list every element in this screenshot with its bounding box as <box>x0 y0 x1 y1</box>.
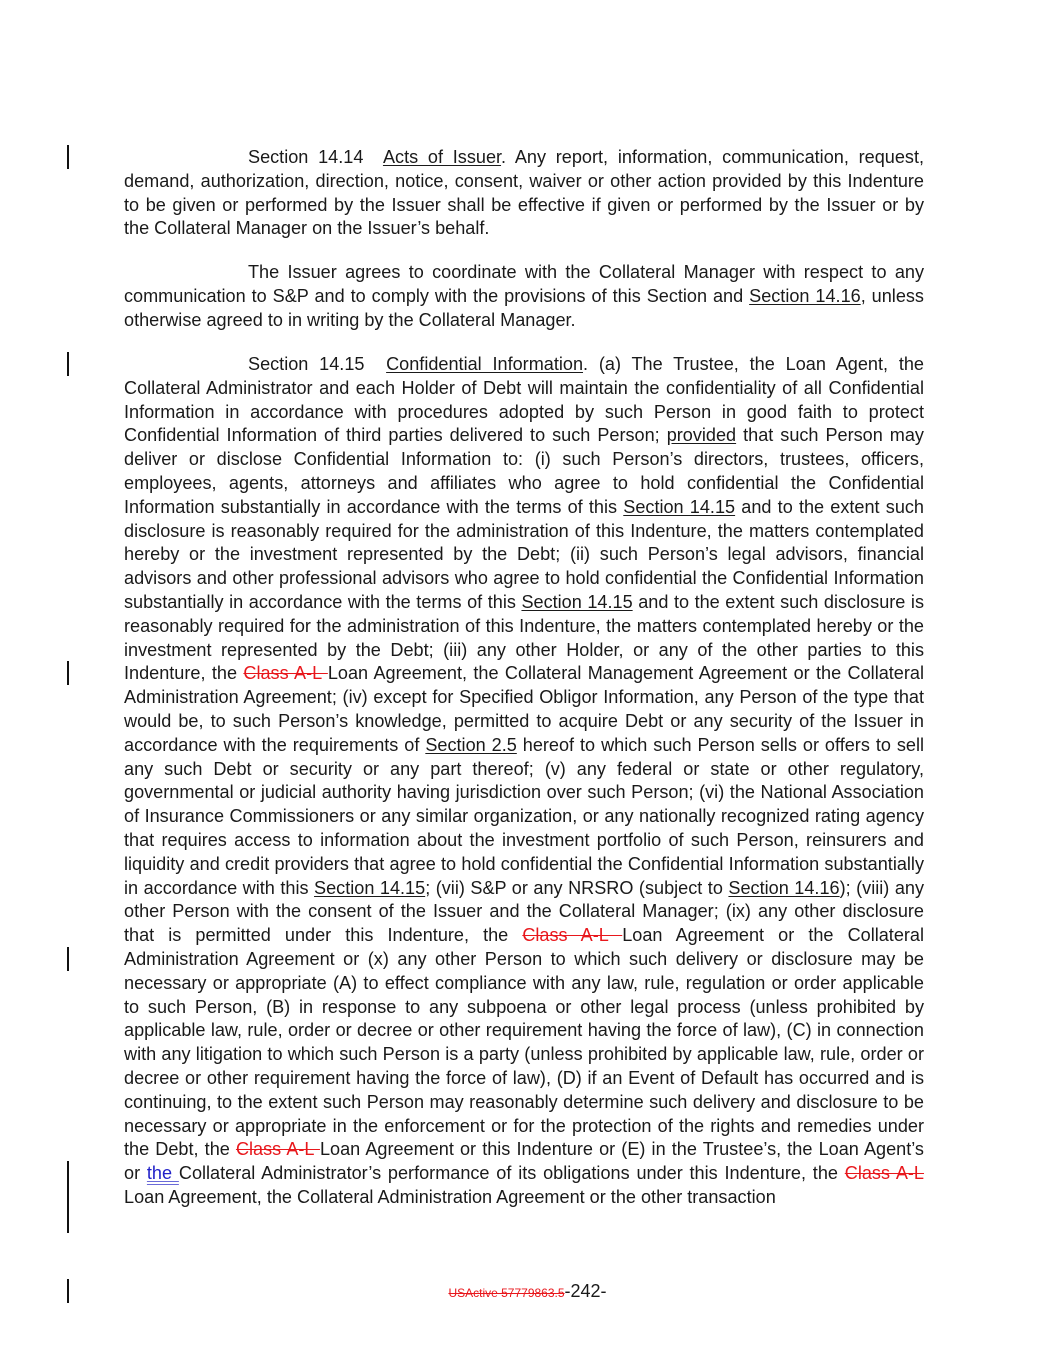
paragraph-text: Loan Agreement or this Indenture or (E) in the Trustee’s, the Loan Agent’s or <box>124 1139 924 1184</box>
cross-reference-link[interactable]: Section 14.15 <box>623 496 736 517</box>
cross-reference-link[interactable]: Section 14.16 <box>749 285 861 306</box>
page-footer <box>0 1281 1055 1302</box>
change-bar <box>67 661 69 685</box>
cross-reference-link[interactable]: Section 14.15 <box>521 591 633 612</box>
coordination-block <box>124 261 924 332</box>
section-14-14-paragraph <box>124 146 924 241</box>
cross-reference-link[interactable]: Section 14.16 <box>728 877 840 898</box>
cross-reference-link[interactable]: Section 14.15 <box>314 877 426 898</box>
paragraph-text: , unless otherwise agreed to in writing by the Collateral Manager. <box>124 285 924 330</box>
section-body: . Any report, information, communication, request, demand, authorization, direction, notice, consent, waiver or other action provided by this Indenture to be given or performed by the Issuer shall be effective if given or performed by the Issuer or by the Collateral Manager on the Issuer’s behalf. <box>124 147 924 239</box>
tracked-deletion: Class A-L <box>844 1163 924 1184</box>
cross-reference-link[interactable]: Section 2.5 <box>425 734 517 755</box>
tracked-deletion: Class A-L <box>235 1139 320 1160</box>
provided-term: provided <box>666 425 737 446</box>
paragraph-text: Loan Agreement, the Collateral Administration Agreement or the other transaction <box>124 1186 776 1207</box>
paragraph-text: hereof to which such Person sells or offers to sell any such Debt or security or any part thereof; (v) any federal or state or other regulatory, governmental or judicial authority having jurisdiction over such Person; (vi) the National Association of Insurance Commissioners or any similar organization, or any nationally recognized rating agency that requires access to information about the investment portfolio of such Person, reinsurers and liquidity and credit providers that agree to hold confidential the Confidential Information substantially in accordance with this <box>124 734 925 898</box>
tracked-insertion: the <box>146 1163 179 1184</box>
paragraph-text: . (a) The Trustee, the Loan Agent, the Collateral Administrator and each Holder of Debt will maintain the confidentiality of all Confidential Information in accordance with procedures adopted by such Person in good faith to protect Confidential Information of third parties delivered to such Person; <box>124 354 924 446</box>
paragraph-text: The Issuer agrees to coordinate with the Collateral Manager with respect to any communication to S&P and to comply with the provisions of this Section and <box>124 262 924 306</box>
tracked-deletion: Class A-L <box>522 925 623 946</box>
section-14-15-block <box>124 353 924 1210</box>
paragraph-text: Loan Agreement or the Collateral Administration Agreement or (x) any other Person to which such delivery or disclosure may be necessary or appropriate (A) to effect compliance with any law, rule, regulation or order applicable to such Person, (B) in response to any subpoena or other legal process (unless prohibited by applicable law, rule, order or decree or other requirement having the force of law), (C) in connection with any litigation to which such Person is a party (unless prohibited by applicable law, rule, order or decree or other requirement having the force of law), (D) if an Event of Default has occurred and is continuing, to the extent such Person may reasonably determine such delivery and disclosure to be necessary or appropriate in the enforcement or for the protection of the rights and remedies under the Debt, the <box>124 925 924 1160</box>
change-bar <box>67 947 69 971</box>
tracked-deletion: Class A-L <box>243 663 328 684</box>
section-title: Confidential Information <box>386 354 584 374</box>
change-bar <box>67 145 69 169</box>
change-bar <box>67 352 69 376</box>
paragraph-text: and to the extent such disclosure is reasonably required for the administration of this Indenture, the matters contemplated hereby or the investment represented by the Debt; (ii) such Person’s legal advisors, financial advisors and other professional advisors who agree to hold confidential the Confidential Information substantially in accordance with the terms of this <box>124 496 924 612</box>
change-bar <box>67 1161 69 1233</box>
section-title: Acts of Issuer <box>382 147 502 167</box>
coordination-paragraph <box>124 261 924 332</box>
paragraph-text: ; (vii) S&P or any NRSRO (subject to <box>425 877 729 898</box>
section-number: Section 14.14 <box>248 147 364 167</box>
paragraph-text: Collateral Administrator’s performance of its obligations under this Indenture, the <box>178 1163 845 1184</box>
paragraph-text: ); (viii) any other Person with the consent of the Issuer and the Collateral Manager; (ix) any other disclosure that is permitted under this Indenture, the <box>124 877 924 946</box>
section-number: Section 14.15 <box>248 354 365 374</box>
paragraph-text: Loan Agreement, the Collateral Management Agreement or the Collateral Administration Agreement; (iv) except for Specified Obligor Information, any Person of the type that would be, to such Person’s knowledge, permitted to acquire Debt or any security of the Issuer in accordance with the requirements of <box>124 663 924 755</box>
deleted-document-id: USActive 57779863.5 <box>448 1286 565 1300</box>
section-14-15-paragraph <box>124 353 924 1210</box>
paragraph-text: that such Person may deliver or disclose Confidential Information to: (i) such Person’s directors, trustees, officers, employees, agents, attorneys and affiliates who agree to hold confidential the Confidential Information substantially in accordance with the terms of this <box>124 425 924 517</box>
page-number: -242- <box>564 1281 607 1301</box>
paragraph-text: and to the extent such disclosure is reasonably required for the administration of this Indenture, the matters contemplated hereby or the investment represented by the Debt; (iii) any other Holder, or any of the other parties to this Indenture, the <box>124 591 924 684</box>
section-14-14-block <box>124 146 924 241</box>
